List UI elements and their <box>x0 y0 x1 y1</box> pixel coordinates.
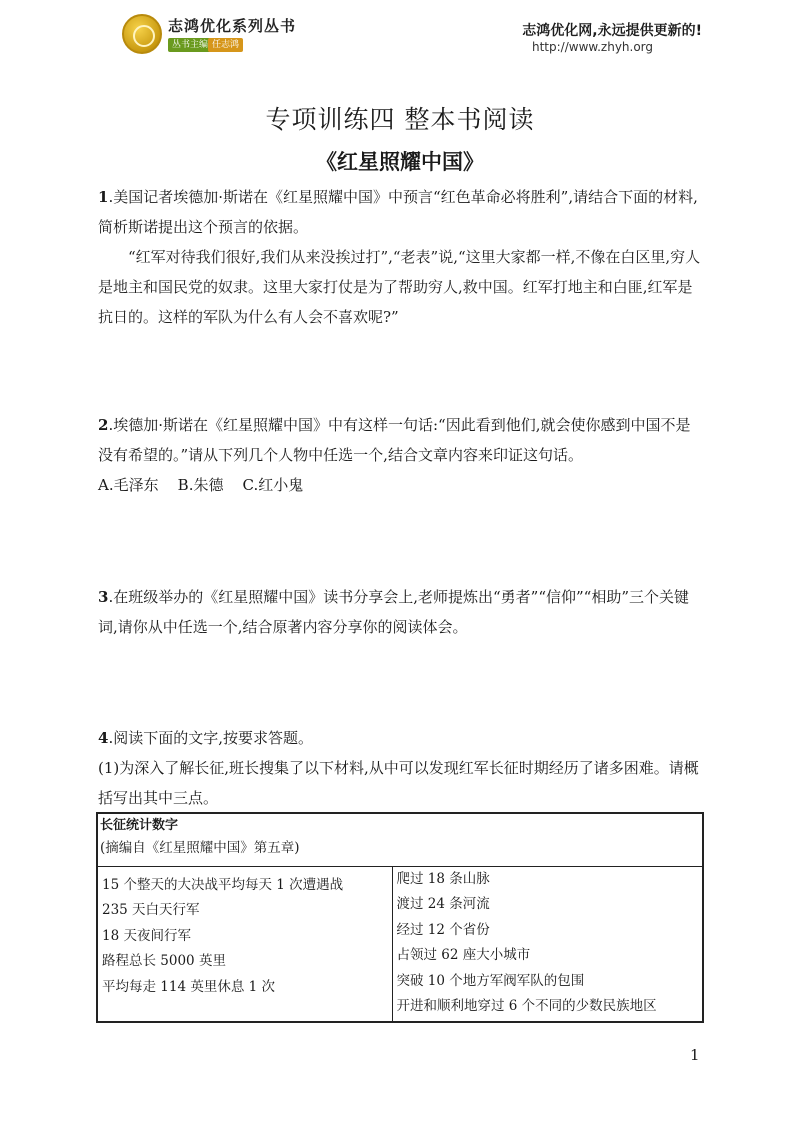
long-march-stats-table <box>96 812 704 1023</box>
list-item: 占领过 62 座大小城市 <box>396 947 531 963</box>
list-item: 爬过 18 条山脉 <box>396 870 490 887</box>
question-4-part-1: (1)为深入了解长征,班长搜集了以下材料,从中可以发现红军长征时期经历了诸多困难。请概括写出其中三点。 <box>98 759 699 807</box>
question-2-options: A.毛泽东 B.朱德 C.红小鬼 <box>98 476 304 494</box>
question-2 <box>98 410 704 470</box>
table-title: 长征统计数字 <box>100 818 179 833</box>
book-title: 《红星照耀中国》 <box>316 150 484 174</box>
list-item: 15 个整天的大决战平均每天 1 次遭遇战 <box>102 876 344 893</box>
question-number: 2 <box>98 416 109 434</box>
question-number: 1 <box>98 188 109 206</box>
page-number: 1 <box>690 1046 700 1064</box>
question-number: 3 <box>98 588 109 606</box>
question-1-quote: “红军对待我们很好,我们从来没挨过打”,“老表”说,“这里大家都一样,不像在白区里,穷人是地主和国民党的奴隶。这里大家打仗是为了帮助穷人,救中国。红军打地主和白匪,红军是抗日的。这样的军队为什么有人会不喜欢呢?” <box>98 248 701 326</box>
question-4 <box>98 723 704 753</box>
question-1 <box>98 182 704 242</box>
list-item: 18 天夜间行军 <box>102 927 191 944</box>
list-item: 235 天白天行军 <box>102 902 200 918</box>
list-item: 突破 10 个地方军阀军队的包围 <box>396 972 585 989</box>
list-item: 经过 12 个省份 <box>396 921 490 938</box>
table-source: (摘编自《红星照耀中国》第五章) <box>100 840 300 856</box>
page-title: 专项训练四 整本书阅读 <box>265 105 535 134</box>
list-item: 路程总长 5000 英里 <box>102 953 226 969</box>
header-url: http://www.zhyh.org <box>532 40 654 54</box>
table-left-column <box>97 866 392 1022</box>
header-slogan: 志鸿优化网,永远提供更新的! <box>522 23 702 39</box>
question-text: .在班级举办的《红星照耀中国》读书分享会上,老师提炼出“勇者”“信仰”“相助”三个关键词,请你从中任选一个,结合原著内容分享你的阅读体会。 <box>98 588 689 636</box>
question-text: .阅读下面的文字,按要求答题。 <box>108 729 313 747</box>
editor-tag: 丛书主编 <box>168 38 212 52</box>
question-text: .美国记者埃德加·斯诺在《红星照耀中国》中预言“红色革命必将胜利”,请结合下面的材料,简析斯诺提出这个预言的依据。 <box>98 188 698 236</box>
publisher-logo-icon <box>122 14 162 54</box>
series-title: 志鸿优化系列丛书 <box>168 17 297 35</box>
table-header <box>97 813 703 866</box>
list-item: 平均每走 114 英里休息 1 次 <box>102 978 276 995</box>
list-item: 渡过 24 条河流 <box>396 896 490 912</box>
question-text: .埃德加·斯诺在《红星照耀中国》中有这样一句话:“因此看到他们,就会使你感到中国不是没有希望的。”请从下列几个人物中任选一个,结合文章内容来印证这句话。 <box>98 416 691 464</box>
question-number: 4 <box>98 729 109 747</box>
question-3 <box>98 582 704 642</box>
list-item: 开进和顺利地穿过 6 个不同的少数民族地区 <box>396 998 657 1014</box>
table-right-column <box>392 866 703 1022</box>
page-header <box>0 0 800 72</box>
editor-name-tag: 任志鸿 <box>208 38 243 52</box>
